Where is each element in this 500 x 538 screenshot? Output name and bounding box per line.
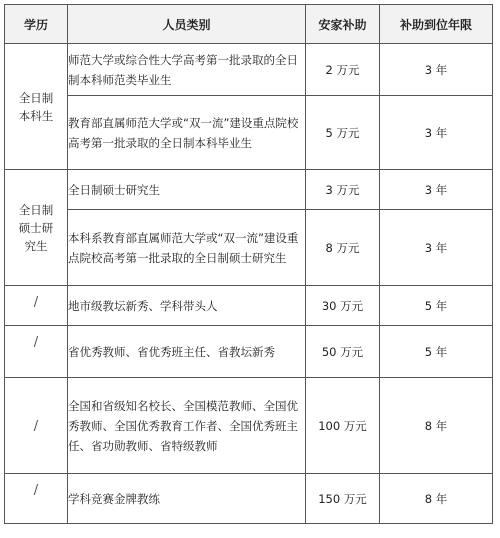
category-cell: 本科系教育部直属师范大学或“双一流”建设重点院校高考第一批录取的全日制硕士研究生 — [68, 210, 306, 286]
subsidy-cell: 5 万元 — [306, 96, 380, 170]
table-row — [5, 378, 493, 474]
table-row — [5, 44, 493, 96]
category-cell: 学科竞赛金牌教练 — [68, 474, 306, 524]
subsidy-cell: 8 万元 — [306, 210, 380, 286]
education-cell: / — [5, 286, 68, 326]
category-cell: 地市级教坛新秀、学科带头人 — [68, 286, 306, 326]
category-cell: 师范大学或综合性大学高考第一批录取的全日制本科师范类毕业生 — [68, 44, 306, 96]
years-cell: 5 年 — [380, 286, 493, 326]
header-row — [5, 5, 493, 44]
category-cell: 全日制硕士研究生 — [68, 170, 306, 210]
education-cell: 全日制本科生 — [5, 44, 68, 170]
table-row — [5, 326, 493, 378]
education-cell: / — [5, 474, 68, 524]
table-row — [5, 286, 493, 326]
subsidy-cell: 30 万元 — [306, 286, 380, 326]
years-cell: 8 年 — [380, 378, 493, 474]
years-cell: 3 年 — [380, 96, 493, 170]
table-row — [5, 96, 493, 170]
subsidy-cell: 50 万元 — [306, 326, 380, 378]
subsidy-cell: 3 万元 — [306, 170, 380, 210]
education-cell: / — [5, 378, 68, 474]
years-cell: 5 年 — [380, 326, 493, 378]
subsidy-table — [4, 4, 493, 524]
table-row — [5, 210, 493, 286]
subsidy-cell: 150 万元 — [306, 474, 380, 524]
years-cell: 3 年 — [380, 44, 493, 96]
table-row — [5, 170, 493, 210]
header-subsidy: 安家补助 — [306, 5, 380, 44]
years-cell: 3 年 — [380, 210, 493, 286]
subsidy-cell: 2 万元 — [306, 44, 380, 96]
years-cell: 8 年 — [380, 474, 493, 524]
header-years: 补助到位年限 — [380, 5, 493, 44]
category-cell: 教育部直属师范大学或“双一流”建设重点院校高考第一批录取的全日制本科毕业生 — [68, 96, 306, 170]
header-category: 人员类别 — [68, 5, 306, 44]
category-cell: 省优秀教师、省优秀班主任、省教坛新秀 — [68, 326, 306, 378]
education-cell: / — [5, 326, 68, 378]
table-row — [5, 474, 493, 524]
category-cell: 全国和省级知名校长、全国模范教师、全国优秀教师、全国优秀教育工作者、全国优秀班主任、省功勋教师、省特级教师 — [68, 378, 306, 474]
header-education: 学历 — [5, 5, 68, 44]
education-cell: 全日制硕士研究生 — [5, 170, 68, 286]
subsidy-cell: 100 万元 — [306, 378, 380, 474]
years-cell: 3 年 — [380, 170, 493, 210]
